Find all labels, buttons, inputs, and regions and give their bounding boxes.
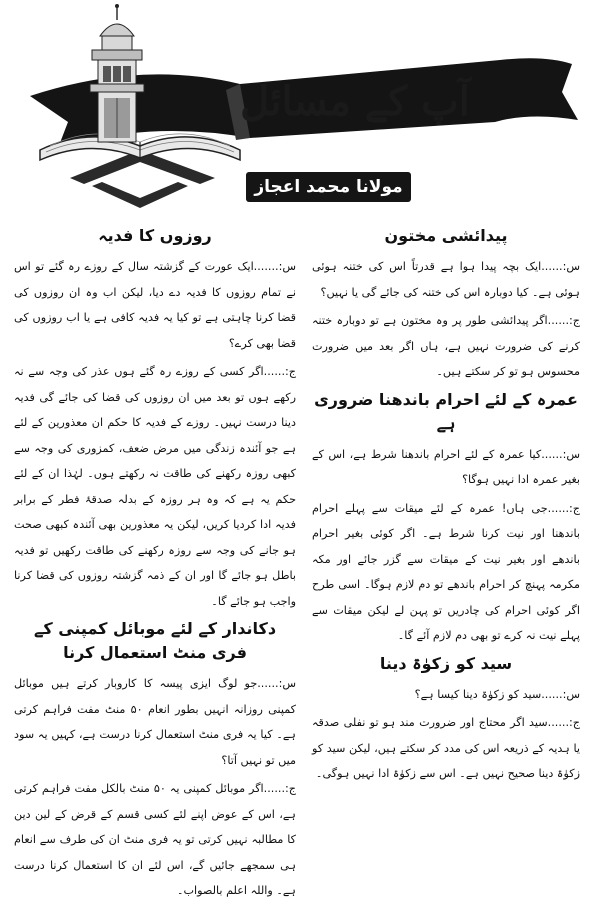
answer-text: ج:......سید اگر محتاج اور ضرورت مند ہو تو نفلی صدقہ یا ہدیہ کے ذریعہ اس کی مدد کر سکتے ہیں، لیکن سید کو زکوٰۃ دینا صحیح نہیں ہے۔ اس سے زکوٰۃ ادا نہیں ہوگی۔ bbox=[312, 716, 580, 780]
section-heading: دکاندار کے لئے موبائل کمپنی کے فری منٹ استعمال کرنا bbox=[33, 619, 277, 662]
question-text: س:......ایک بچہ پیدا ہوا ہے قدرتاً اس کی ختنہ ہوئی ہوئی ہے۔ کیا دوبارہ اس کی ختنہ کی جائے گی یا نہیں؟ bbox=[312, 260, 580, 299]
answer-text: ج:......جی ہاں! عمرہ کے لئے میقات سے پہلے احرام باندھنا اور نیت کرنا شرط ہے۔ اگر کوئی بغیر احرام باندھے اور بغیر نیت کے میقات سے گزر جائے اور مکہ مکرمہ پہنچ کر احرام باندھے تو دم لازم ہوگا۔ اسی طرح اگر کوئی احرام کی چادریں تو پہن لے لیکن میقات سے پہلے نیت نہ کرے تو بھی دم لازم آئے گا۔ bbox=[312, 501, 580, 642]
section-heading: عمرہ کے لئے احرام باندھنا ضروری ہے bbox=[314, 389, 578, 433]
section-born-circumcised bbox=[312, 224, 580, 385]
minaret-icon bbox=[90, 4, 144, 142]
section-heading: پیدائشی مختون bbox=[384, 226, 508, 245]
page-header bbox=[0, 0, 590, 227]
section-heading: روزوں کا فدیہ bbox=[98, 226, 212, 245]
author-name-badge: مولانا محمد اعجاز مصطفی bbox=[246, 172, 411, 202]
section-roza-fidya bbox=[14, 224, 296, 614]
question-text: س:.......ایک عورت کے گزشتہ سال کے روزے رہ گئے تو اس نے تمام روزوں کا فدیہ دے دیا، لیکن اب وہ ان روزوں کی قضا کرنا چاہتی ہے تو کیا یہ فدیہ کافی ہے یا اب روزوں کی قضا بھی کرے؟ bbox=[14, 260, 296, 350]
right-column bbox=[312, 222, 580, 790]
answer-text: ج:......اگر پیدائشی طور پر وہ مختون ہے تو دوبارہ ختنہ کرنے کی ضرورت نہیں ہے، ہاں اگر بعد میں ضرورت محسوس ہو تو کر سکتے ہیں۔ bbox=[312, 314, 580, 378]
magazine-column-title: آپ کے مسائل bbox=[240, 78, 470, 125]
question-text: س:......سید کو زکوٰۃ دینا کیسا ہے؟ bbox=[414, 687, 580, 701]
section-mobile-free-minutes bbox=[14, 617, 296, 904]
answer-text: ج:......اگر کسی کے روزے رہ گئے ہوں عذر کی وجہ سے نہ رکھے ہوں تو بعد میں ان روزوں کی قضا کی جائے گی فدیہ دینا درست نہیں۔ روزے کے فدیہ کا حکم ان معذورین کے لئے ہے جو آئندہ زندگی میں مرض ضعف، کمزوری کی وجہ سے کبھی روزہ رکھنے کی طاقت نہ رکھتے ہوں۔ لہٰذا ان کے لئے حکم یہ ہے کہ وہ ہر روزہ کے بدلہ صدقۂ فطر کے برابر فدیہ ادا کردیا کریں، لیکن یہ معذورین بھی آئندہ کبھی صحت ہو جانے کی وجہ سے روزہ رکھنے کی طاقت رکھیں تو فدیہ باطل ہو جائے گا اور ان کے ذمہ گزشتہ روزوں کی قضا کرنا واجب ہو جائے گا۔ bbox=[14, 365, 296, 608]
section-umrah-ihram bbox=[312, 388, 580, 649]
section-heading: سید کو زکوٰۃ دینا bbox=[379, 653, 513, 673]
question-text: س:......جو لوگ ایزی پیسہ کا کاروبار کرتے ہیں موبائل کمپنی روزانہ انہیں بطور انعام ۵۰ منٹ مفت فراہم کرتی ہے۔ کیا یہ فری منٹ استعمال کرنا درست ہے، کہیں یہ سود میں تو نہیں آتا؟ bbox=[14, 677, 296, 767]
answer-text: ج:......اگر موبائل کمپنی یہ ۵۰ منٹ بالکل مفت فراہم کرتی ہے، اس کے عوض اپنے لئے کسی قسم کے قرض کے لین دین کا مطالبہ نہیں کرتی تو یہ فری منٹ ان کی طرف سے انعام ہی سمجھے جائیں گے، اس لئے ان کا استعمال کرنا درست ہے۔ واللہ اعلم بالصواب۔ bbox=[14, 782, 296, 897]
left-column bbox=[14, 222, 296, 907]
section-zakat-syed bbox=[312, 652, 580, 787]
question-text: س:......کیا عمرہ کے لئے احرام باندھنا شرط ہے، اس کے بغیر عمرہ ادا نہیں ہوگا؟ bbox=[312, 447, 580, 486]
